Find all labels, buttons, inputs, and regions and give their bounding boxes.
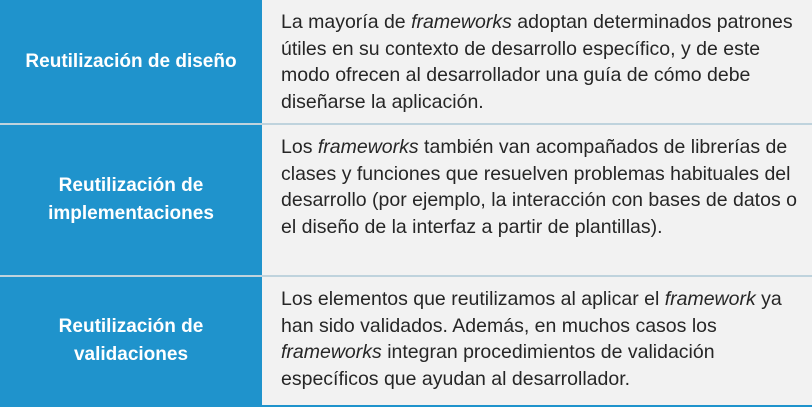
row-label-implementation-reuse <box>0 125 262 277</box>
description-part: Los <box>281 136 318 158</box>
description-part: Los elementos que reutilizamos al aplicar el <box>281 288 665 310</box>
row-label-text: Reutilización de implementaciones <box>48 175 214 224</box>
row-label-design-reuse <box>0 0 262 125</box>
description-part: La mayoría de <box>281 11 412 33</box>
row-label-text: Reutilización de validaciones <box>58 316 204 365</box>
description-part: ya han sido validados. Además, en muchos casos los <box>281 288 782 337</box>
description-part-italic: frameworks <box>281 341 382 363</box>
description-part: también van acompañados de librerías de clases y funciones que resuelven problemas habituales del desarrollo (por ejemplo, la interacción con bases de datos o el diseño de la interfaz a partir de plantillas). <box>281 136 797 238</box>
row-description-design-reuse <box>262 0 812 125</box>
description-part-italic: frameworks <box>317 136 419 158</box>
row-description-implementation-reuse <box>262 125 812 277</box>
description-part: adoptan determinados patrones útiles en su contexto de desarrollo específico, y de este modo ofrecen al desarrollador una guía de cómo debe diseñarse la aplicación. <box>281 11 793 113</box>
description-part: integran procedimientos de validación específicos que ayudan al desarrollador. <box>281 341 715 390</box>
row-description-validation-reuse <box>262 277 812 407</box>
description-part-italic: frameworks <box>411 11 512 33</box>
row-label-text: Reutilización de diseño <box>25 50 237 72</box>
row-label-validation-reuse <box>0 277 262 407</box>
description-part-italic: framework <box>664 288 756 310</box>
